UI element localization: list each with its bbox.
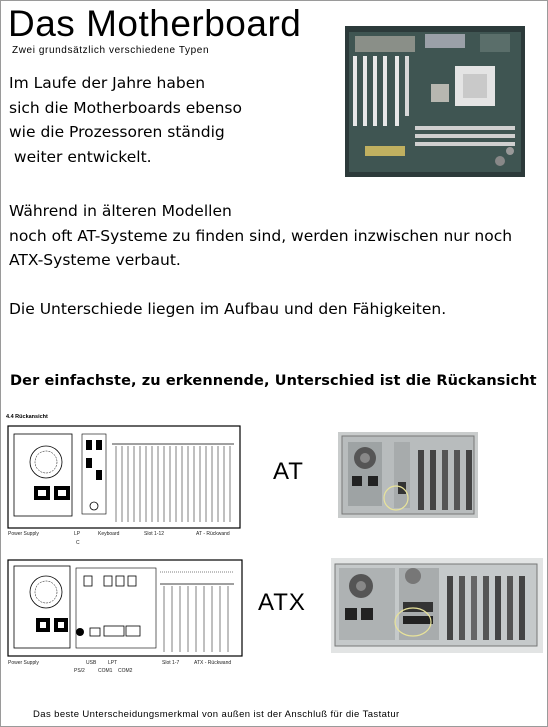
history-line: noch oft AT-Systeme zu finden sind, werden inzwischen nur noch bbox=[9, 226, 513, 245]
intro-line: sich die Motherboards ebenso bbox=[9, 98, 242, 117]
page-title: Das Motherboard bbox=[8, 3, 302, 44]
at-diagram-title: 4.4 Rückansicht bbox=[6, 414, 48, 420]
history-line: ATX-Systeme verbaut. bbox=[9, 251, 181, 269]
atx-rear-diagram bbox=[4, 556, 248, 678]
at-caption-rueckwand: AT - Rückwand bbox=[196, 531, 230, 537]
intro-line: wie die Prozessoren ständig bbox=[9, 123, 225, 141]
differences-paragraph: Die Unterschiede liegen im Aufbau und den Fähigkeiten. bbox=[9, 300, 447, 318]
at-caption-power-supply: Power Supply bbox=[8, 531, 39, 537]
motherboard-photo bbox=[345, 26, 525, 177]
atx-case-photo bbox=[331, 558, 543, 653]
atx-caption-ps2: PS/2 bbox=[74, 668, 85, 674]
atx-caption-rueckwand: ATX - Rückwand bbox=[194, 660, 232, 666]
at-caption-slot: Slot 1-12 bbox=[144, 531, 165, 537]
page-subtitle: Zwei grundsätzlich verschiedene Typen bbox=[12, 45, 210, 56]
at-caption-keyboard: Keyboard bbox=[98, 531, 120, 537]
at-label: AT bbox=[273, 458, 304, 485]
intro-line: weiter entwickelt. bbox=[9, 147, 152, 166]
atx-caption-lpt: LPT bbox=[108, 660, 118, 666]
atx-caption-power-supply: Power Supply bbox=[8, 660, 39, 666]
atx-caption-usb: USB bbox=[86, 660, 97, 666]
at-case-photo bbox=[338, 432, 478, 518]
atx-label: ATX bbox=[258, 589, 306, 616]
section-headline: Der einfachste, zu erkennende, Unterschied ist die Rückansicht bbox=[10, 373, 537, 389]
atx-caption-slot: Slot 1-7 bbox=[162, 660, 180, 666]
atx-caption-com2: COM2 bbox=[118, 668, 133, 674]
atx-caption-com1: COM1 bbox=[98, 668, 113, 674]
intro-paragraph bbox=[9, 71, 242, 169]
history-paragraph bbox=[9, 199, 512, 273]
at-caption-c: C bbox=[76, 540, 80, 546]
at-caption-lp: LP bbox=[74, 531, 81, 537]
intro-line: Im Laufe der Jahre haben bbox=[9, 74, 206, 92]
at-rear-diagram bbox=[4, 410, 244, 550]
history-line: Während in älteren Modellen bbox=[9, 202, 232, 220]
page-footer: Das beste Unterscheidungsmerkmal von außen ist der Anschluß für die Tastatur bbox=[33, 709, 400, 720]
